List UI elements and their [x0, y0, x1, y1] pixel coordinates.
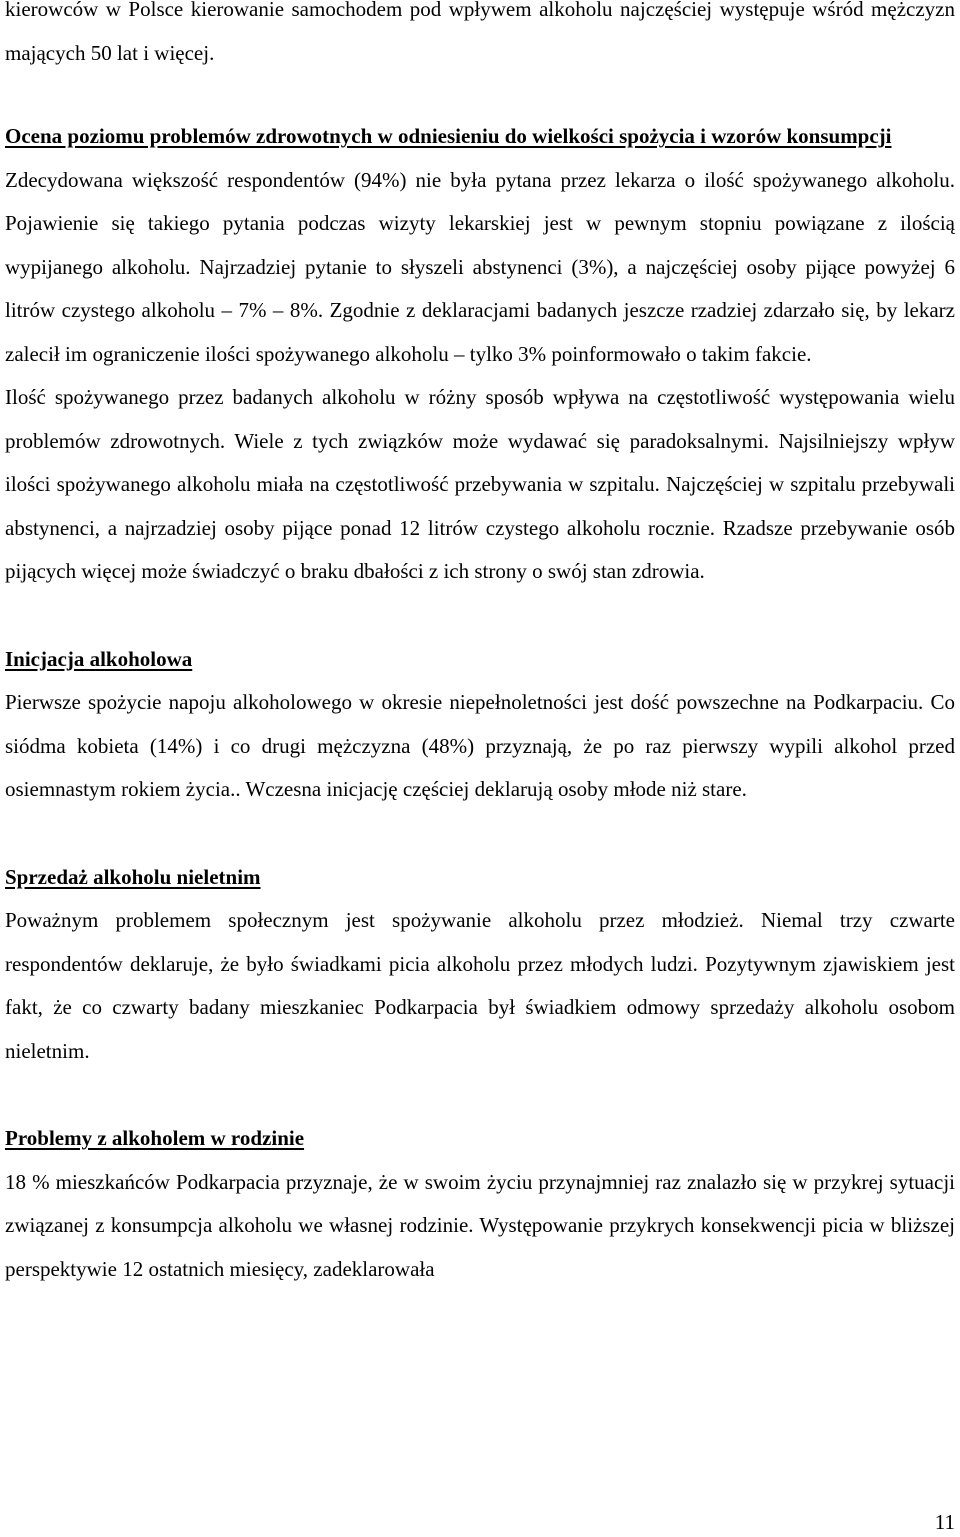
section-sales	[5, 856, 955, 1074]
document-page	[5, 0, 955, 1291]
paragraph-sales: Poważnym problemem społecznym jest spożywanie alkoholu przez młodzież. Niemal trzy czwarte respondentów deklaruje, że było świadkami picia alkoholu przez młodych ludzi. Pozytywnym zjawiskiem jest fakt, że co czwarty badany mieszkaniec Podkarpacia był świadkiem odmowy sprzedaży alkoholu osobom nieletnim.	[5, 908, 955, 1063]
heading-family: Problemy z alkoholem w rodzinie	[5, 1126, 305, 1150]
heading-health: Ocena poziomu problemów zdrowotnych w odniesieniu do wielkości spożycia i wzorów konsumpcji	[5, 124, 892, 148]
section-family	[5, 1117, 955, 1291]
intro-paragraph: kierowców w Polsce kierowanie samochodem pod wpływem alkoholu najczęściej występuje wśród mężczyzn mających 50 lat i więcej.	[5, 0, 955, 65]
spacer	[5, 1073, 955, 1117]
paragraph-initiation: Pierwsze spożycie napoju alkoholowego w okresie niepełnoletności jest dość powszechne na Podkarpaciu. Co siódma kobieta (14%) i co drugi mężczyzna (48%) przyznają, że po raz pierwszy wypili alkohol przed osiemnastym rokiem życia.. Wczesna inicjację częściej deklarują osoby młode niż stare.	[5, 690, 955, 801]
section-initiation	[5, 638, 955, 812]
spacer	[5, 594, 955, 638]
paragraph-health-1: Zdecydowana większość respondentów (94%) nie była pytana przez lekarza o ilość spożywanego alkoholu. Pojawienie się takiego pytania podczas wizyty lekarskiej jest w pewnym stopniu powiązane z ilością wypijanego alkoholu. Najrzadziej pytanie to słyszeli abstynenci (3%), a najczęściej osoby pijące powyżej 6 litrów czystego alkoholu – 7% – 8%. Zgodnie z deklaracjami badanych jeszcze rzadziej zdarzało się, by lekarz zalecił im ograniczenie ilości spożywanego alkoholu – tylko 3% poinformowało o takim fakcie.	[5, 167, 955, 366]
heading-sales: Sprzedaż alkoholu nieletnim	[5, 864, 261, 889]
section-health	[5, 115, 955, 594]
heading-initiation: Inicjacja alkoholowa	[5, 646, 193, 671]
page-number: 11	[934, 1510, 955, 1534]
paragraph-family: 18 % mieszkańców Podkarpacia przyznaje, że w swoim życiu przynajmniej raz znalazło się w przykrej sytuacji związanej z konsumpcja alkoholu we własnej rodzinie. Występowanie przykrych konsekwencji picia w bliższej perspektywie 12 ostatnich miesięcy, zadeklarowała	[5, 1169, 955, 1281]
spacer	[5, 812, 955, 856]
paragraph-health-2: Ilość spożywanego przez badanych alkoholu w różny sposób wpływa na częstotliwość występowania wielu problemów zdrowotnych. Wiele z tych związków może wydawać się paradoksalnymi. Najsilniejszy wpływ ilości spożywanego alkoholu miała na częstotliwość przebywania w szpitalu. Najczęściej w szpitalu przebywali abstynenci, a najrzadziej osoby pijące ponad 12 litrów czystego alkoholu rocznie. Rzadsze przebywanie osób pijących więcej może świadczyć o braku dbałości z ich strony o swój stan zdrowia.	[5, 385, 955, 583]
